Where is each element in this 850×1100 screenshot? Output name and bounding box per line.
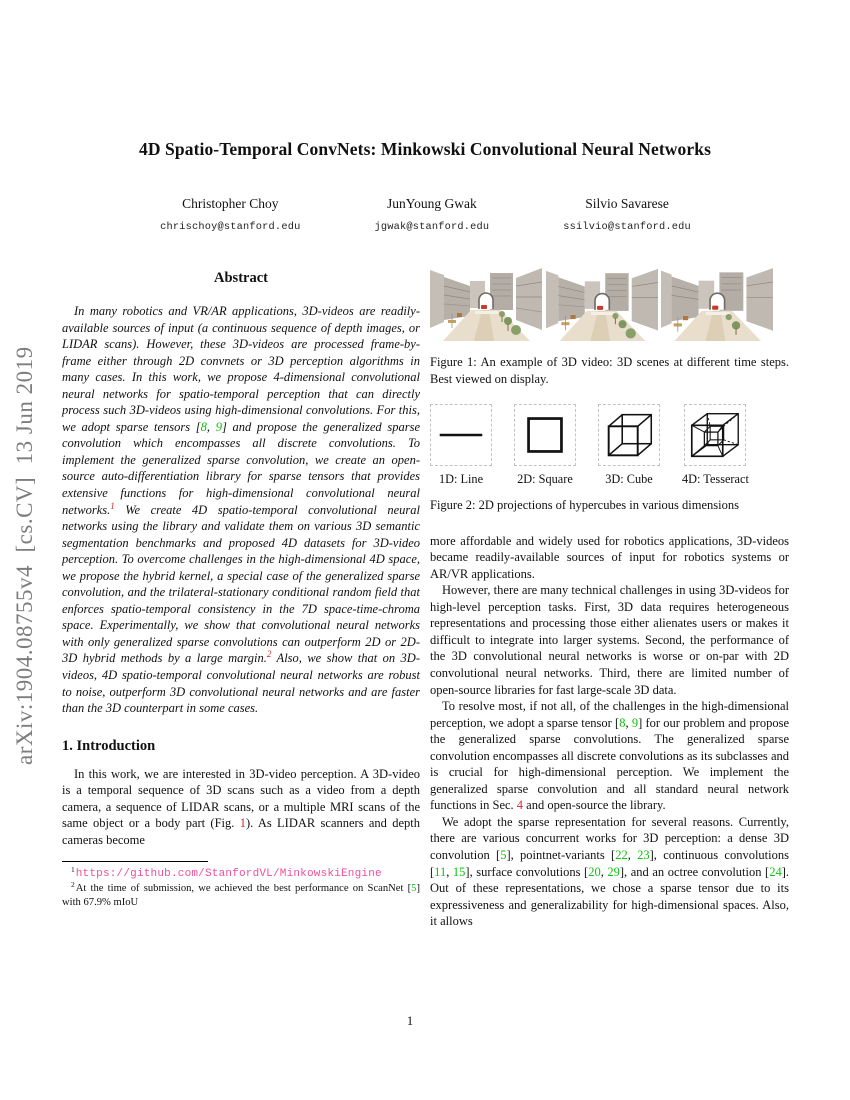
footnote-marker[interactable]: 2 [266, 649, 272, 660]
authors-row [62, 196, 789, 233]
section-heading-introduction: 1. Introduction [62, 737, 156, 754]
footnote-divider [62, 861, 208, 862]
footnote-number: 1 [71, 864, 75, 874]
figure2-label: 1D: Line [438, 472, 484, 487]
footnote-2: $^2$At the time of submission, we achieved the best performance on ScanNet [5] with 67.9% mIoU [62, 879, 420, 908]
tesseract-diagram [684, 404, 746, 466]
figure2 [430, 404, 789, 487]
citation-link[interactable]: 5 [500, 848, 507, 863]
figure2-label: 3D: Cube [605, 472, 653, 487]
right-column-text [430, 533, 789, 930]
figure2-item-cube [598, 404, 660, 487]
author-block [160, 196, 300, 233]
author-email[interactable]: jgwak@stanford.edu [374, 221, 490, 233]
figure2-item-square [514, 404, 576, 487]
figure-link[interactable]: 1 [239, 816, 246, 831]
citation-link[interactable]: 20 [588, 864, 601, 879]
body-paragraph: more affordable and widely used for robotics applications, 3D-videos became readily-available sources of input for robotics systems or AR/VR applications. [430, 533, 789, 581]
paper-title: 4D Spatio-Temporal ConvNets: Minkowski Convolutional Neural Networks [138, 139, 712, 159]
figure1-panel-3 [661, 264, 773, 341]
figure2-label: 4D: Tesseract [682, 472, 749, 487]
footnote-marker[interactable]: 1 [110, 500, 115, 511]
citation-link[interactable]: 24 [769, 864, 782, 879]
section-link[interactable]: 4 [516, 798, 524, 813]
citation-link[interactable]: 11 [434, 864, 447, 879]
author-name: Silvio Savarese [585, 196, 669, 211]
arxiv-watermark: arXiv:1904.08755v4 [cs.CV] 13 Jun 2019 [12, 346, 37, 765]
abstract-text: In many robotics and VR/AR applications, 3D-videos are readily-available sources of input (a continuous sequence of depth images, or LIDAR scans). However, these 3D-videos are processed frame-by-frame either through 2D convnets or 3D perception algorithms in many cases. In this work, we propose 4-dimensional convolutional neural networks for spatio-temporal perception that can directly process such 3D-videos using high-dimensional convolutions. For this, we adopt sparse tensors [8, 9] and propose the generalized sparse convolution which encompasses all discrete convolutions. To implement the generalized sparse convolution, we create an open-source auto-differentiation library for sparse tensors that provides extensive functions for high-dimensional convolutional neural networks.$^1$ We create 4D spatio-temporal convolutional neural networks using the library and validate them on various 3D semantic segmentation benchmarks and proposed 4D datasets for 3D-video perception. To overcome challenges in the high-dimensional 4D space, we propose the hybrid kernel, a special case of the generalized sparse convolution, and the trilateral-stationary conditional random field that enforces spatio-temporal consistency in the 7D space-time-chroma space. Experimentally, we show that convolutional neural networks with only generalized sparse convolutions can outperform 2D or 2D-3D hybrid methods by a large margin.$^2$ Also, we show that on 3D-videos, 4D spatio-temporal convolutional neural networks are robust to noise, outperform 3D convolutional neural networks and are faster than the 3D counterpart in some cases. [62, 304, 420, 716]
citation-link[interactable]: 9 [631, 715, 639, 730]
figure1-panel-2 [546, 264, 658, 341]
figure2-item-tesseract [682, 404, 749, 487]
figure2-label: 2D: Square [517, 472, 573, 487]
figure2-caption: Figure 2: 2D projections of hypercubes in various dimensions [430, 498, 739, 513]
author-email[interactable]: chrischoy@stanford.edu [160, 221, 301, 233]
left-column [62, 270, 420, 910]
footnotes [62, 864, 420, 909]
line-diagram [430, 404, 492, 466]
body-paragraph: However, there are many technical challenges in using 3D-videos for high-level perception tasks. First, 3D data requires heterogeneous representations and processing those either alienates users or makes it difficult to integrate into larger systems. Second, the performance of the 3D convolutional neural networks is worse or on-par with 2D convolutional neural networks. Third, there are limited number of open-source libraries for fast large-scale 3D data. [430, 583, 789, 697]
citation-link[interactable]: 8 [619, 715, 626, 730]
author-block [563, 196, 691, 233]
footnote-1 [62, 864, 420, 882]
citation-link[interactable]: 29 [607, 864, 620, 879]
figure1-panel-1 [430, 264, 542, 341]
citation-link[interactable]: 8 [200, 419, 207, 434]
figure2-item-line [430, 404, 492, 487]
figure1 [430, 264, 789, 341]
citation-link[interactable]: 22 [615, 848, 628, 863]
right-column [430, 264, 789, 930]
page-number: 1 [406, 1014, 414, 1028]
cube-diagram [598, 404, 660, 466]
author-name: Christopher Choy [182, 196, 279, 211]
citation-link[interactable]: 9 [215, 419, 222, 434]
author-email[interactable]: ssilvio@stanford.edu [563, 221, 691, 233]
abstract-heading: Abstract [214, 270, 268, 286]
author-name: JunYoung Gwak [386, 196, 477, 211]
author-block [374, 196, 489, 233]
url-link[interactable]: https://github.com/StanfordVL/MinkowskiEngine [75, 868, 382, 881]
citation-link[interactable]: 5 [411, 883, 417, 895]
citation-link[interactable]: 15 [452, 864, 466, 879]
figure1-caption: Figure 1: An example of 3D video: 3D scenes at different time steps. Best viewed on display. [430, 355, 789, 386]
citation-link[interactable]: 23 [637, 848, 650, 863]
body-paragraph: We adopt the sparse representation for several reasons. Currently, there are various concurrent works for 3D perception: a dense 3D convolution [5], pointnet-variants [22, 23], continuous convolutions [11, 15], surface convolutions [20, 29], and an octree convolution [24]. Out of these representations, we chose a sparse tensor due to its expressiveness and generalizability for high-dimensional spaces. Also, it allows [430, 814, 790, 929]
introduction-paragraph: In this work, we are interested in 3D-video perception. A 3D-video is a temporal sequence of 3D scans such as a video from a depth camera, a sequence of LIDAR scans, or a multiple MRI scans of the same object or a body part (Fig. 1). As LIDAR scanners and depth cameras become [62, 766, 420, 847]
body-paragraph: To resolve most, if not all, of the challenges in the high-dimensional perception, we adopt a sparse tensor [8, 9] for our problem and propose the generalized sparse convolutions. The generalized sparse convolution encompasses all discrete convolutions as its subclasses and is crucial for high-dimensional perception. We implement the generalized sparse convolution and all standard neural network functions in Sec. 4 and open-source the library. [430, 699, 789, 813]
square-diagram [514, 404, 576, 466]
footnote-number: 2 [71, 879, 75, 889]
